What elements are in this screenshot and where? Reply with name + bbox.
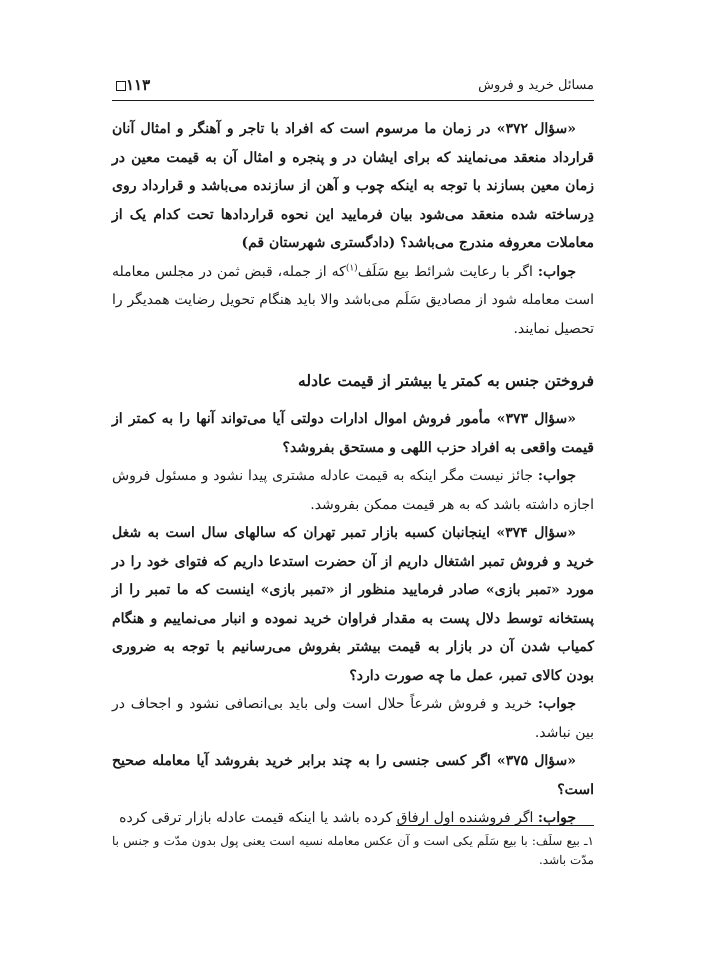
answer-text: جائز نیست مگر اینکه به قیمت عادله مشتری پیدا نشود و مسئول فروش اجازه داشته باشد که به هر قیمت ممکن بفروشد.: [112, 468, 594, 513]
answer-text-continued: که از جمله، قبض ثمن در مجلس معامله است معامله شود از مصادیق سَلَم می‌باشد والا باید هنگام تحویل رضایت همدیگر را تحصیل نمایند.: [112, 263, 594, 337]
footnote-divider: [396, 825, 594, 826]
answer-label: جواب:: [537, 696, 576, 712]
answer-373: [112, 462, 594, 519]
question-label: «سؤال ۳۷۲»: [496, 121, 577, 137]
square-ornament-icon: [116, 81, 126, 91]
question-text: اینجانبان کسبه بازار تمبر تهران که سالهای سال است به شغل خرید و فروش تمبر اشتغال داریم از آن حضرت استدعا داریم که فتوای خود را در مورد «تمبر بازی» صادر فرمایید منظور از «تمبر بازی» اینست که ما تمبر را از پستخانه توسط دلال پست به مقدار فراوان خرید نموده و انبار می‌نماییم و هنگام کمیاب شدن آن در بازار به قیمت بیشتر بفروش می‌رسانیم با توجه به ضروری بودن کالای تمبر، عمل ما چه صورت دارد؟: [112, 525, 594, 684]
answer-text: اگر با رعایت شرائط بیع سَلَف: [357, 263, 538, 280]
page-number: [112, 76, 150, 94]
answer-text: خرید و فروش شرعاً حلال است ولی باید بی‌انصافی نشود و اجحاف در بین نباشد.: [112, 696, 594, 741]
question-375: [112, 747, 594, 804]
question-text: در زمان ما مرسوم است که افراد با تاجر و آهنگر و امثال آنان قرارداد منعقد می‌نمایند که برای ایشان در و پنجره و امثال آن به قیمت معین در زمان معین بسازند با توجه به اینکه چوب و آهن از سازنده می‌باشد و قرارداد روی دِرساخته شده منعقد می‌شود بیان فرمایید این نحوه قراردادها تحت کدام یک از معاملات معروفه مندرج می‌باشد؟ (دادگستری شهرستان قم): [112, 121, 594, 251]
question-text: مأمور فروش اموال ادارات دولتی آیا می‌تواند آنها را به کمتر از قیمت واقعی به افراد حزب اللهی و مستحق بفروشد؟: [112, 411, 594, 456]
page-body: [112, 115, 594, 833]
question-374: [112, 519, 594, 690]
answer-374: [112, 690, 594, 747]
answer-label: جواب:: [537, 468, 576, 484]
answer-372: [112, 258, 594, 344]
answer-375: [112, 804, 594, 833]
section-heading: فروختن جنس به کمتر یا بیشتر از قیمت عادله: [298, 371, 594, 390]
question-label: «سؤال ۳۷۳»: [496, 411, 576, 427]
answer-label: جواب:: [537, 263, 576, 280]
footnote: ۱ـ بیع سلَف: با بیع سَلَم یکی است و آن عکس معامله نسیه است یعنی پول بدون مدّت و جنس با مدّت باشد.: [112, 834, 594, 867]
answer-text: اگر فروشنده اول ارفاق کرده باشد یا اینکه قیمت عادله بازار ترقی کرده: [119, 810, 538, 826]
question-373: [112, 405, 594, 462]
question-label: «سؤال ۳۷۵»: [496, 753, 576, 769]
answer-label: جواب:: [537, 810, 576, 826]
footnote-ref: (۱): [345, 262, 358, 273]
question-372: [112, 115, 594, 258]
page-number-text: ۱۱۳: [126, 76, 151, 94]
question-label: «سؤال ۳۷۴»: [496, 525, 576, 541]
question-text: اگر کسی جنسی را به چند برابر خرید بفروشد آیا معامله صحیح است؟: [112, 753, 594, 798]
running-title: مسائل خرید و فروش: [478, 78, 594, 93]
page-header: [112, 76, 594, 101]
